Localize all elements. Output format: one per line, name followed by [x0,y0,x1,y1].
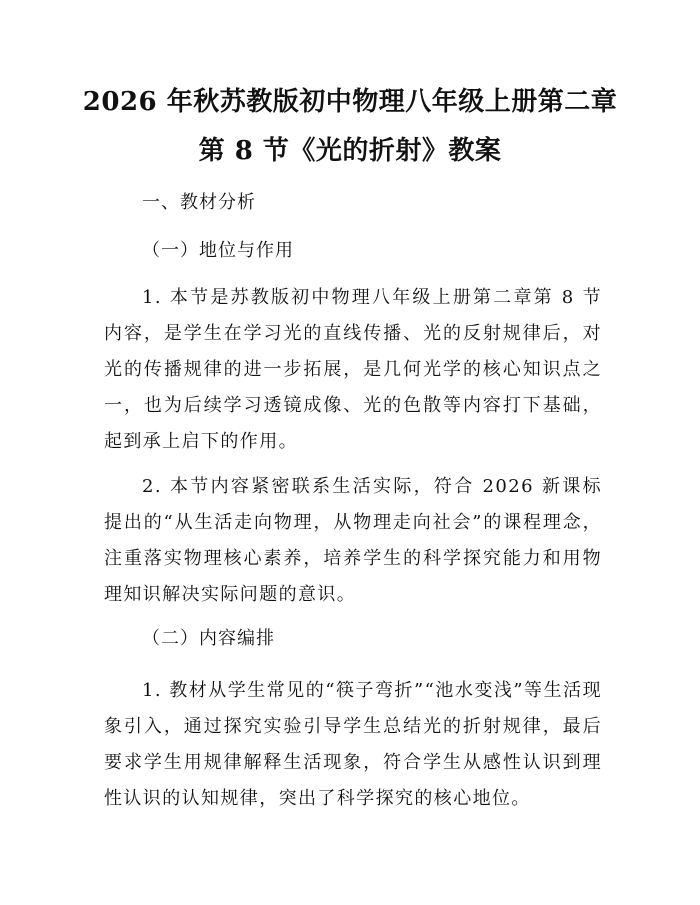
paragraph-2: 2. 本节内容紧密联系生活实际，符合 2026 新课标提出的“从生活走向物理，从物理走向社会”的课程理念，注重落实物理核心素养，培养学生的科学探究能力和用物理知识解决实际问题的意识。 [104,476,602,605]
section-heading-textbook-analysis: 一、教材分析 [142,192,256,213]
paragraph-1: 1. 本节是苏教版初中物理八年级上册第二章第 8 节内容，是学生在学习光的直线传播、光的反射规律后，对光的传播规律的进一步拓展，是几何光学的核心知识点之一，也为后续学习透镜成像、光的色散等内容打下基础，起到承上启下的作用。 [104,287,602,452]
document-title-line-1: 2026 年秋苏教版初中物理八年级上册第二章 [82,87,618,117]
document-title-line-2: 第 8 节《光的折射》教案 [198,136,502,166]
subsection-heading-position-role: （一）地位与作用 [142,240,294,261]
subsection-heading-content-arrangement: （二）内容编排 [142,628,275,649]
paragraph-3: 1. 教材从学生常见的“筷子弯折”“池水变浅”等生活现象引入，通过探究实验引导学生总结光的折射规律，最后要求学生用规律解释生活现象，符合学生从感性认识到理性认识的认知规律，突出了科学探究的核心地位。 [104,680,602,809]
